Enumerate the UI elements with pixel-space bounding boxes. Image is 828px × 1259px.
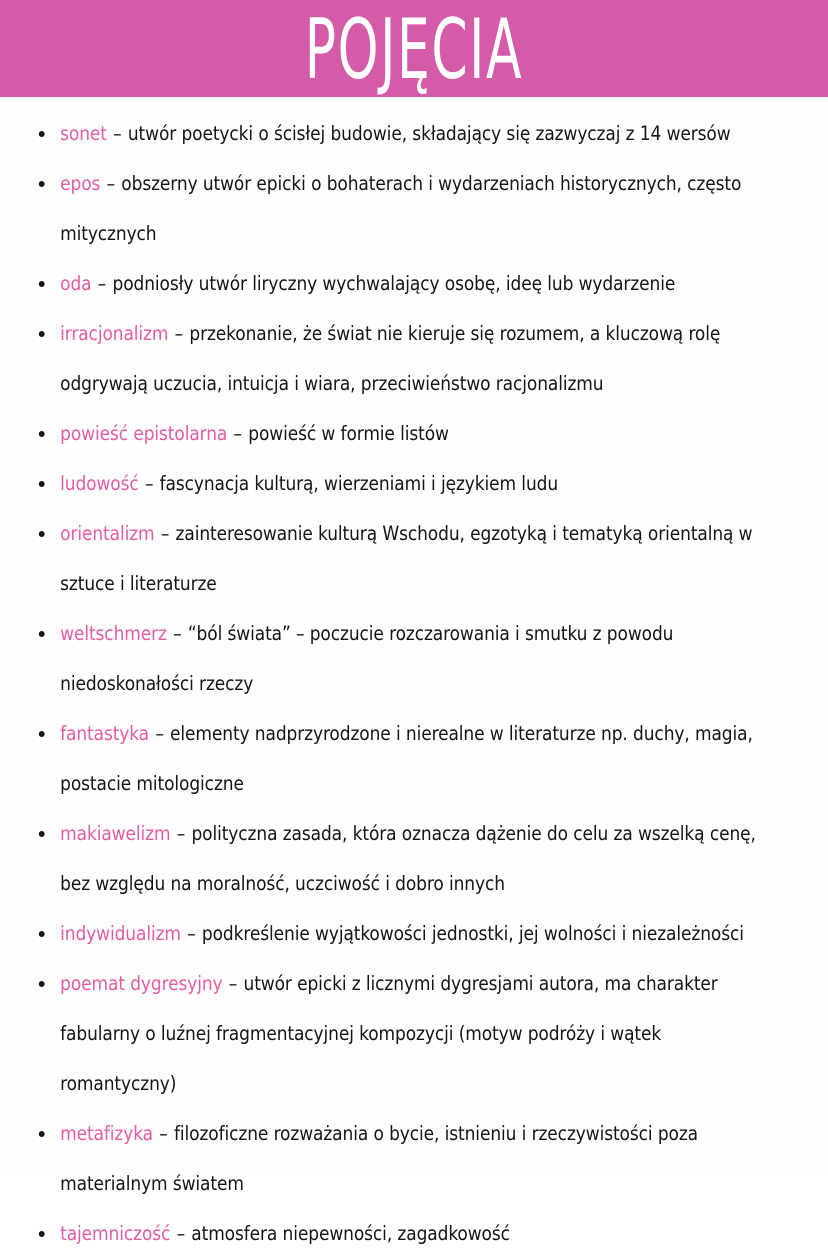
bullet-icon: [39, 331, 45, 337]
bullet-icon: [39, 731, 45, 737]
term-label: indywidualizm: [60, 922, 181, 945]
list-item: [0, 159, 803, 259]
bullet-icon: [39, 1231, 45, 1237]
term-definition: filozoficzne rozważania o bycie, istnieniu i rzeczywistości poza materialnym światem: [60, 1122, 699, 1195]
term-label: irracjonalizm: [60, 322, 169, 345]
list-item: [0, 409, 803, 459]
term-definition: polityczna zasada, która oznacza dążenie do celu za wszelką cenę, bez względu na moralność, uczciwość i dobro innych: [60, 822, 756, 895]
bullet-icon: [39, 981, 45, 987]
term-dash: –: [144, 472, 154, 495]
bullet-icon: [39, 431, 45, 437]
list-item: [0, 309, 803, 409]
term-dash: –: [176, 822, 186, 845]
page-header-band: [0, 0, 828, 97]
bullet-icon: [39, 181, 45, 187]
term-dash: –: [106, 172, 116, 195]
term-dash: –: [228, 972, 238, 995]
term-definition: utwór poetycki o ścisłej budowie, składający się zazwyczaj z 14 wersów: [127, 122, 731, 145]
term-definition: atmosfera niepewności, zagadkowość: [191, 1222, 510, 1245]
term-definition: “ból świata” – poczucie rozczarowania i smutku z powodu niedoskonałości rzeczy: [60, 622, 674, 695]
term-dash: –: [176, 1222, 185, 1245]
list-item: [0, 709, 803, 809]
term-label: oda: [60, 272, 92, 295]
glossary-list: [0, 97, 828, 1259]
term-dash: –: [159, 1122, 168, 1145]
term-dash: –: [174, 322, 184, 345]
term-dash: –: [97, 272, 107, 295]
bullet-icon: [39, 281, 45, 287]
list-item: [0, 959, 803, 1109]
term-definition: utwór epicki z licznymi dygresjami autora, ma charakter fabularny o luźnej fragmentacyjnej kompozycji (motyw podróży i wątek romantyczny): [60, 972, 718, 1095]
bullet-icon: [39, 831, 45, 837]
bullet-icon: [39, 131, 45, 137]
list-item: [0, 509, 803, 609]
term-label: orientalizm: [60, 522, 155, 545]
list-item: [0, 259, 803, 309]
term-label: powieść epistolarna: [60, 422, 228, 445]
list-item: [0, 609, 803, 709]
term-dash: –: [187, 922, 196, 945]
term-label: sonet: [60, 122, 107, 145]
term-label: tajemniczość: [60, 1222, 171, 1245]
term-definition: podniosły utwór liryczny wychwalający osobę, ideę lub wydarzenie: [112, 272, 676, 295]
list-item: [0, 1109, 803, 1209]
list-item: [0, 1209, 803, 1259]
bullet-icon: [39, 631, 45, 637]
term-dash: –: [113, 122, 122, 145]
bullet-icon: [39, 531, 45, 537]
term-definition: obszerny utwór epicki o bohaterach i wydarzeniach historycznych, często mitycznych: [60, 172, 742, 245]
term-definition: zainteresowanie kulturą Wschodu, egzotyką i tematyką orientalną w sztuce i literaturze: [60, 522, 753, 595]
term-definition: powieść w formie listów: [248, 422, 449, 445]
term-dash: –: [173, 622, 182, 645]
term-label: makiawelizm: [60, 822, 171, 845]
list-item: [0, 459, 803, 509]
term-label: weltschmerz: [60, 622, 167, 645]
bullet-icon: [39, 931, 45, 937]
page-title: POJĘCIA: [304, 1, 524, 97]
term-definition: podkreślenie wyjątkowości jednostki, jej wolności i niezależności: [201, 922, 744, 945]
term-label: ludowość: [60, 472, 139, 495]
list-item: [0, 109, 803, 159]
term-label: fantastyka: [60, 722, 150, 745]
term-definition: fascynacja kulturą, wierzeniami i językiem ludu: [159, 472, 559, 495]
term-dash: –: [155, 722, 164, 745]
term-definition: przekonanie, że świat nie kieruje się rozumem, a kluczową rolę odgrywają uczucia, intuicja i wiara, przeciwieństwo racjonalizmu: [60, 322, 721, 395]
term-dash: –: [233, 422, 242, 445]
bullet-icon: [39, 481, 45, 487]
term-dash: –: [160, 522, 170, 545]
term-label: epos: [60, 172, 101, 195]
list-item: [0, 909, 803, 959]
term-definition: elementy nadprzyrodzone i nierealne w literaturze np. duchy, magia, postacie mitologiczne: [60, 722, 753, 795]
list-item: [0, 809, 803, 909]
term-label: metafizyka: [60, 1122, 153, 1145]
bullet-icon: [39, 1131, 45, 1137]
term-label: poemat dygresyjny: [60, 972, 223, 995]
